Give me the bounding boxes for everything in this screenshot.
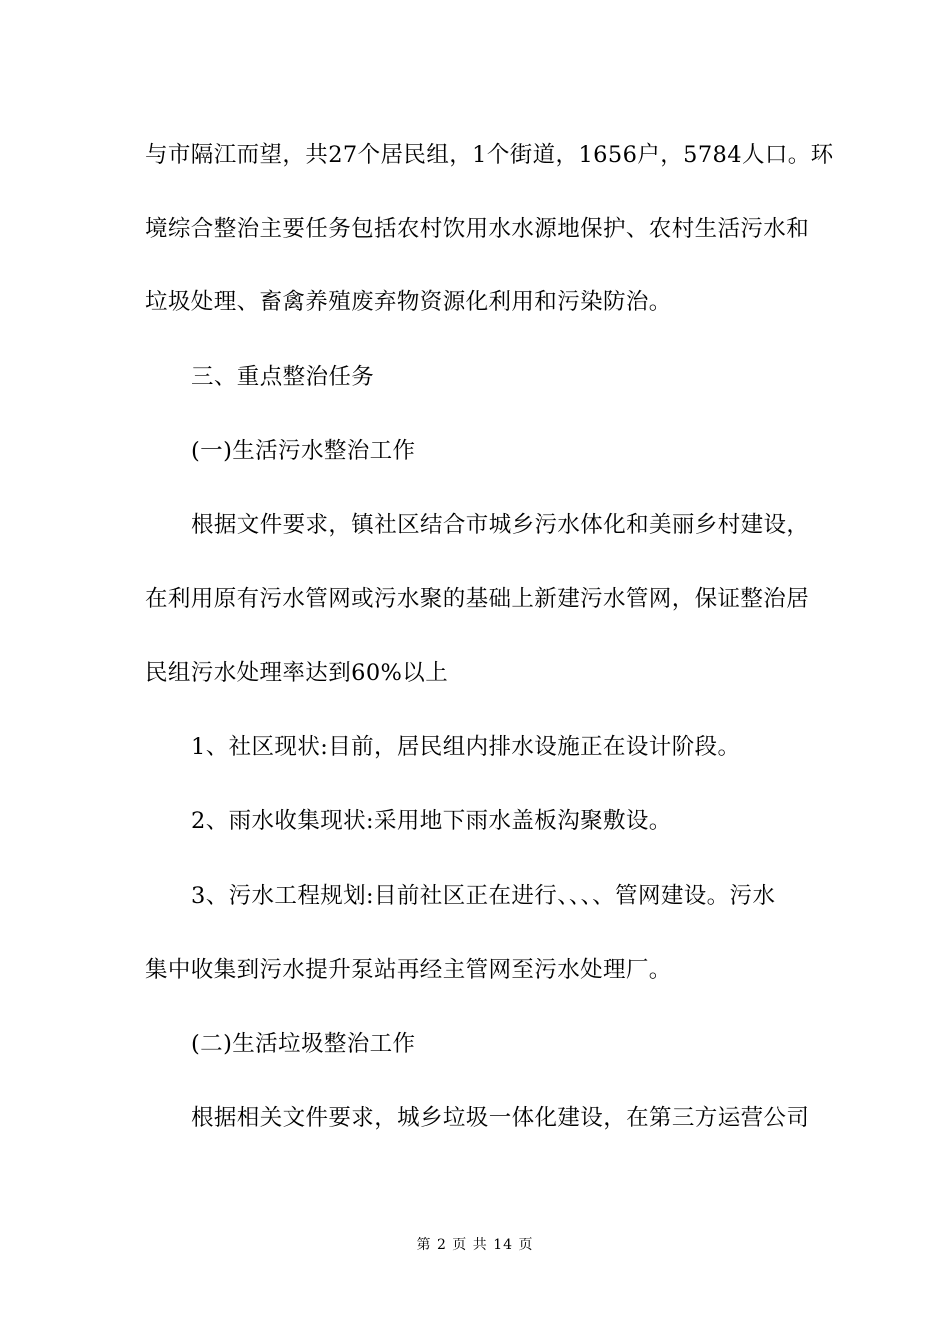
paragraph-line: 垃圾处理、畜禽养殖废弃物资源化利用和污染防治。 bbox=[145, 289, 672, 315]
paragraph-line: 民组污水处理率达到60%以上 bbox=[145, 660, 449, 686]
paragraph-line: 根据文件要求，镇社区结合市城乡污水体化和美丽乡村建设， bbox=[191, 512, 810, 538]
paragraph-line: 在利用原有污水管网或污水聚的基础上新建污水管网，保证整治居 bbox=[145, 586, 810, 612]
paragraph-line: 境综合整治主要任务包括农村饮用水水源地保护、农村生活污水和 bbox=[145, 216, 810, 242]
paragraph-line: 集中收集到污水提升泵站再经主管网至污水处理厂。 bbox=[145, 957, 672, 983]
section-heading: 三、重点整治任务 bbox=[191, 364, 375, 390]
list-item: 1、社区现状:目前，居民组内排水设施正在设计阶段。 bbox=[191, 734, 741, 760]
paragraph-line: 根据相关文件要求，城乡垃圾一体化建设，在第三方运营公司 bbox=[191, 1105, 810, 1131]
page-number-footer: 第 2 页 共 14 页 bbox=[416, 1237, 534, 1253]
list-item: 3、污水工程规划:目前社区正在进行、、、、管网建设。污水 bbox=[191, 883, 776, 909]
subsection-heading: (二)生活垃圾整治工作 bbox=[191, 1031, 416, 1057]
list-item: 2、雨水收集现状:采用地下雨水盖板沟聚敷设。 bbox=[191, 808, 672, 834]
subsection-heading: (一)生活污水整治工作 bbox=[191, 438, 416, 464]
paragraph-line: 与市隔江而望，共27个居民组，1个街道，1656户，5784人口。环 bbox=[145, 142, 834, 168]
